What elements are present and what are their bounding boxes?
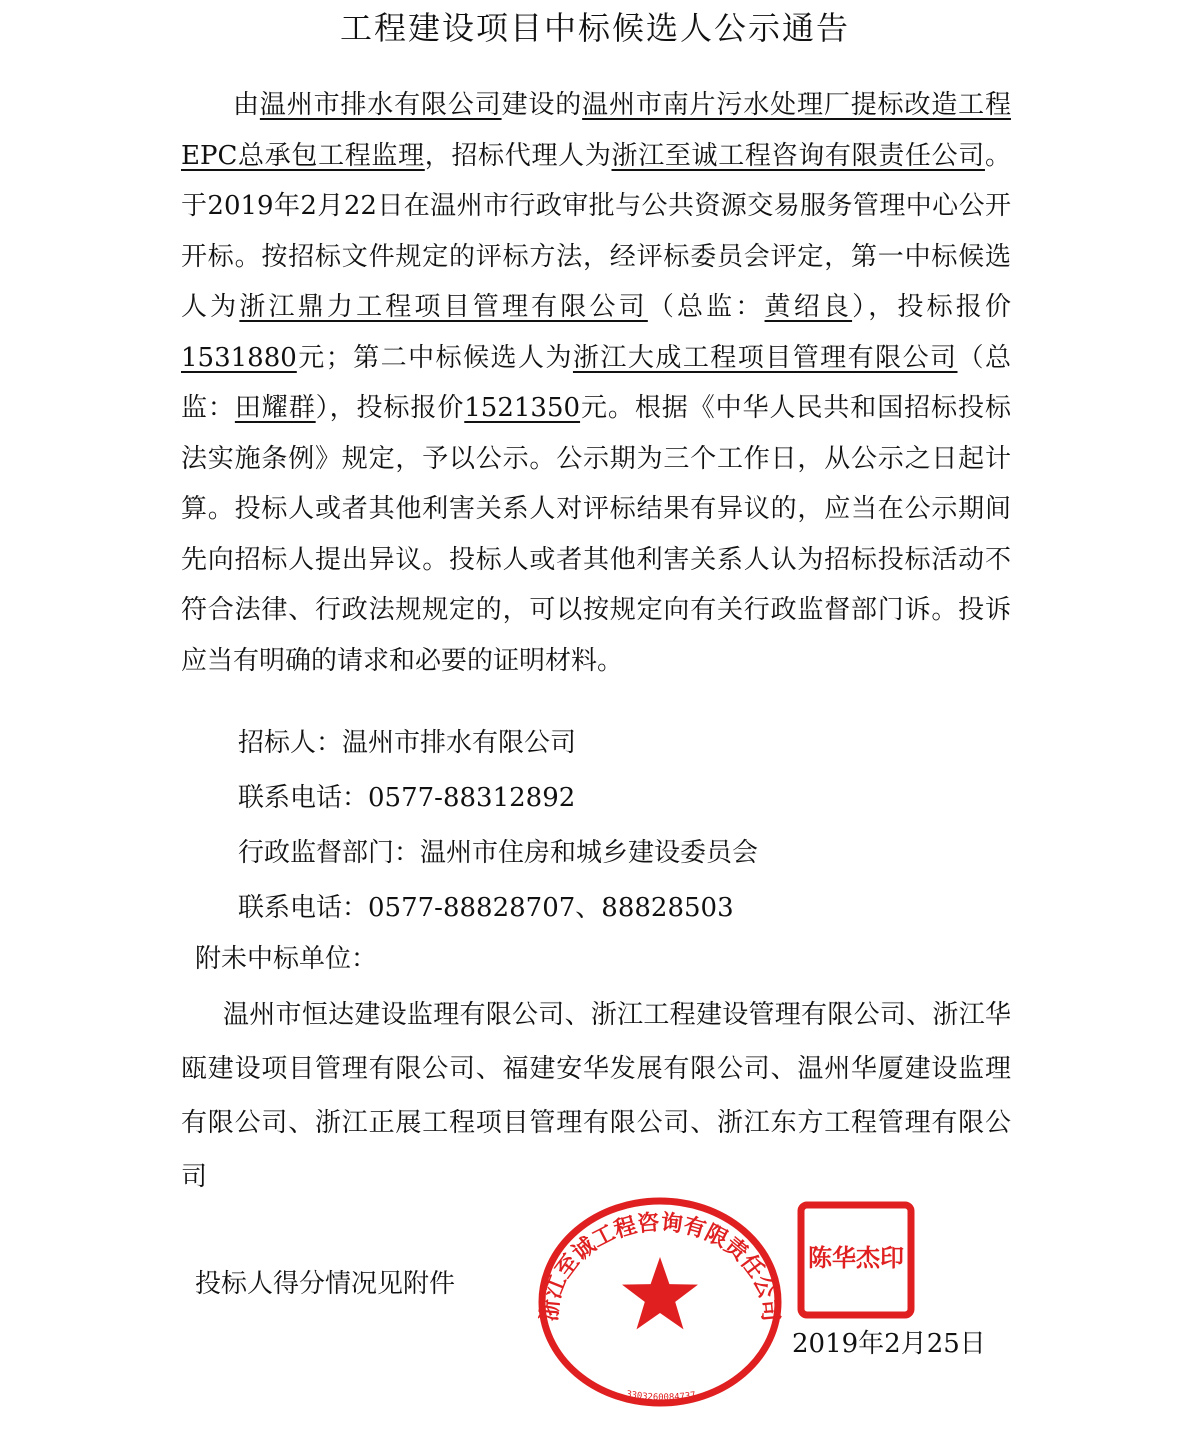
body-text-segment: 元；第二中标候选人为 <box>296 342 573 373</box>
body-text-segment: （总监： <box>647 292 765 322</box>
seal-square-text: 陈华杰印 <box>808 1244 904 1272</box>
unsuccessful-bidders-text: 温州市恒达建设监理有限公司、浙江工程建设管理有限公司、浙江华瓯建设项目管理有限公司、福建安华发展有限公司、温州华厦建设监理有限公司、浙江正展工程项目管理有限公司、浙江东方工程管理有限公司 <box>181 1000 1011 1192</box>
body-text-segment: 。于2019年2月22日在温州市行政审批与公共资源交易服务管理中心公开开标。按招标文件规定的评标方法，经评标委员会评定，第一中标候选人为 <box>181 140 1011 322</box>
announcement-body <box>181 80 1011 686</box>
bidder-phone-line: 联系电话：0577-88312892 <box>238 783 576 813</box>
supervisor-phone-line: 联系电话：0577-88828707、88828503 <box>238 893 734 923</box>
body-text-segment: ，招标代理人为 <box>424 140 612 171</box>
first-candidate-name: 浙江鼎力工程项目管理有限公司 <box>239 292 648 322</box>
personal-seal <box>796 1200 916 1320</box>
attachment-note: 投标人得分情况见附件 <box>195 1269 456 1299</box>
issue-date: 2019年2月25日 <box>792 1329 986 1359</box>
body-text-segment: ），投标报价 <box>852 292 1011 322</box>
body-text-segment: 元。根据《中华人民共和国招标投标法实施条例》规定，予以公示。公示期为三个工作日，从公示之日起计算。投标人或者其他利害关系人对评标结果有异议的，应当在公示期间先向招标人提出异议。投标人或者其他利害关系人认为招标投标活动不符合法律、行政法规规定的，可以按规定向有关行政监督部门诉。投诉应当有明确的请求和必要的证明材料。 <box>181 393 1011 676</box>
supervisor-line: 行政监督部门：温州市住房和城乡建设委员会 <box>238 838 759 868</box>
second-director-name: 田耀群 <box>234 393 316 423</box>
owner-name: 温州市排水有限公司 <box>259 90 502 120</box>
announcement-paragraph <box>181 80 1011 686</box>
first-bid-price: 1531880 <box>181 342 297 373</box>
body-text-segment: （总监： <box>181 342 1011 423</box>
body-text-segment: 建设的 <box>501 90 583 120</box>
project-name: 温州市南片污水处理厂提标改造工程EPC总承包工程监理 <box>181 90 1011 171</box>
body-text-segment: 由 <box>233 90 260 120</box>
agent-name: 浙江至诚工程咨询有限责任公司 <box>611 140 985 171</box>
unsuccessful-bidders <box>181 988 1011 1204</box>
annex-label: 附未中标单位： <box>195 944 378 974</box>
second-candidate-name: 浙江大成工程项目管理有限公司 <box>572 342 958 373</box>
star-icon <box>622 1257 698 1329</box>
first-director-name: 黄绍良 <box>764 292 853 322</box>
seal-company-text: 浙江至诚工程咨询有限责任公司 <box>537 1210 783 1323</box>
bidder-line: 招标人：温州市排水有限公司 <box>238 728 577 758</box>
body-text-segment: ），投标报价 <box>315 393 465 423</box>
contact-block <box>238 716 758 936</box>
page-title: 工程建设项目中标候选人公示通告 <box>339 9 850 47</box>
seal-number-text: 3303260084737 <box>625 1389 697 1404</box>
second-bid-price: 1521350 <box>464 393 581 423</box>
company-seal <box>535 1195 785 1410</box>
